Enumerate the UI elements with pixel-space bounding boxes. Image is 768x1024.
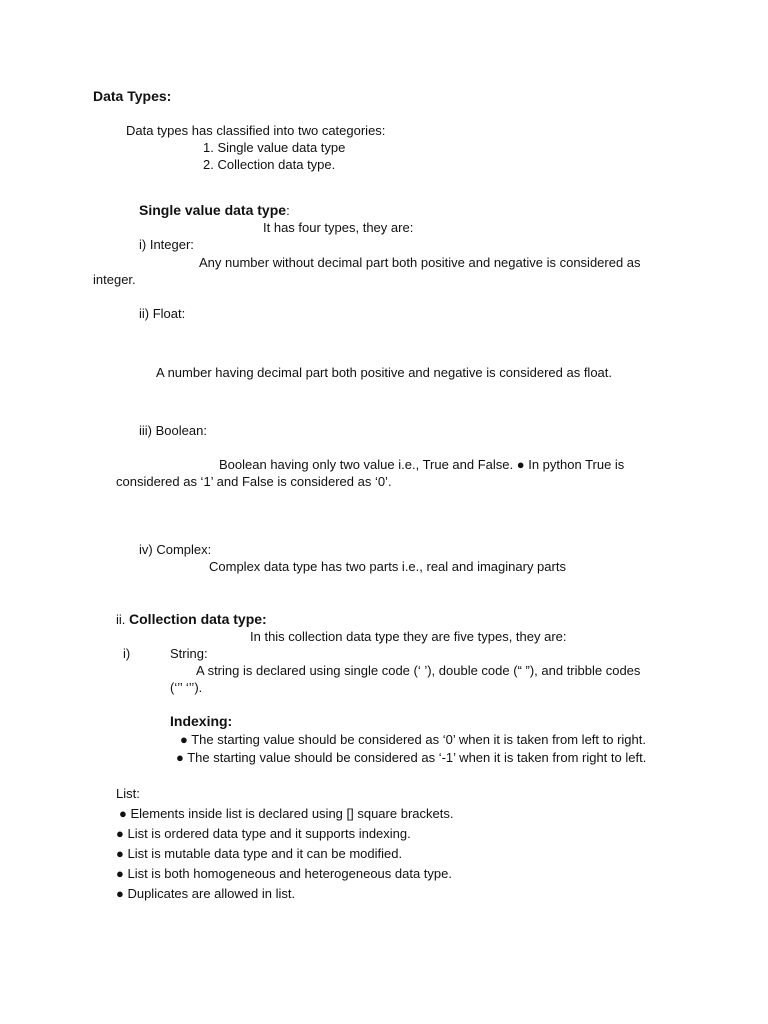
single-value-heading: Single value data type (139, 202, 287, 218)
string-description: A string is declared using single code (‘ ’), double code (“ ”), and tribble codes (196, 663, 641, 678)
indexing-item: ● The starting value should be considered as ‘-1’ when it is taken from right to left. (176, 750, 647, 765)
heading-colon: : (286, 203, 290, 218)
collection-heading: Collection data type: (129, 611, 267, 627)
complex-label: iv) Complex: (139, 542, 212, 557)
boolean-label: iii) Boolean: (139, 423, 207, 438)
indexing-heading: Indexing: (170, 713, 233, 729)
single-value-heading-line (139, 202, 290, 219)
complex-description: Complex data type has two parts i.e., real and imaginary parts (209, 559, 566, 574)
integer-description: Any number without decimal part both positive and negative is considered as (199, 255, 641, 270)
collection-prefix: ii. (116, 612, 126, 627)
page-title: Data Types: (93, 88, 172, 104)
list-item: ● List is ordered data type and it supports indexing. (116, 826, 411, 841)
list-item: ● Duplicates are allowed in list. (116, 886, 296, 901)
float-label: ii) Float: (139, 306, 186, 321)
string-label: String: (170, 646, 208, 661)
list-item: ● Elements inside list is declared using [] square brackets. (119, 806, 454, 821)
single-value-subtitle: It has four types, they are: (263, 220, 414, 235)
list-label: List: (116, 786, 140, 801)
collection-subtitle: In this collection data type they are five types, they are: (250, 629, 567, 644)
boolean-description: Boolean having only two value i.e., True and False. ● In python True is (219, 457, 625, 472)
indexing-item: ● The starting value should be considered as ‘0’ when it is taken from left to right. (180, 732, 646, 747)
integer-label: i) Integer: (139, 237, 194, 252)
intro-text: Data types has classified into two categories: (126, 123, 386, 138)
float-description: A number having decimal part both positive and negative is considered as float. (156, 365, 612, 380)
category-item: 2. Collection data type. (203, 157, 336, 172)
category-item: 1. Single value data type (203, 140, 346, 155)
collection-heading-line (116, 611, 267, 628)
integer-description-cont: integer. (93, 272, 136, 287)
list-item: ● List is mutable data type and it can be modified. (116, 846, 403, 861)
string-description-cont: (‘’’ ‘’’). (170, 680, 203, 695)
list-item: ● List is both homogeneous and heterogeneous data type. (116, 866, 452, 881)
string-number: i) (123, 646, 131, 661)
boolean-description-cont: considered as ‘1’ and False is considered as ‘0’. (116, 474, 392, 489)
